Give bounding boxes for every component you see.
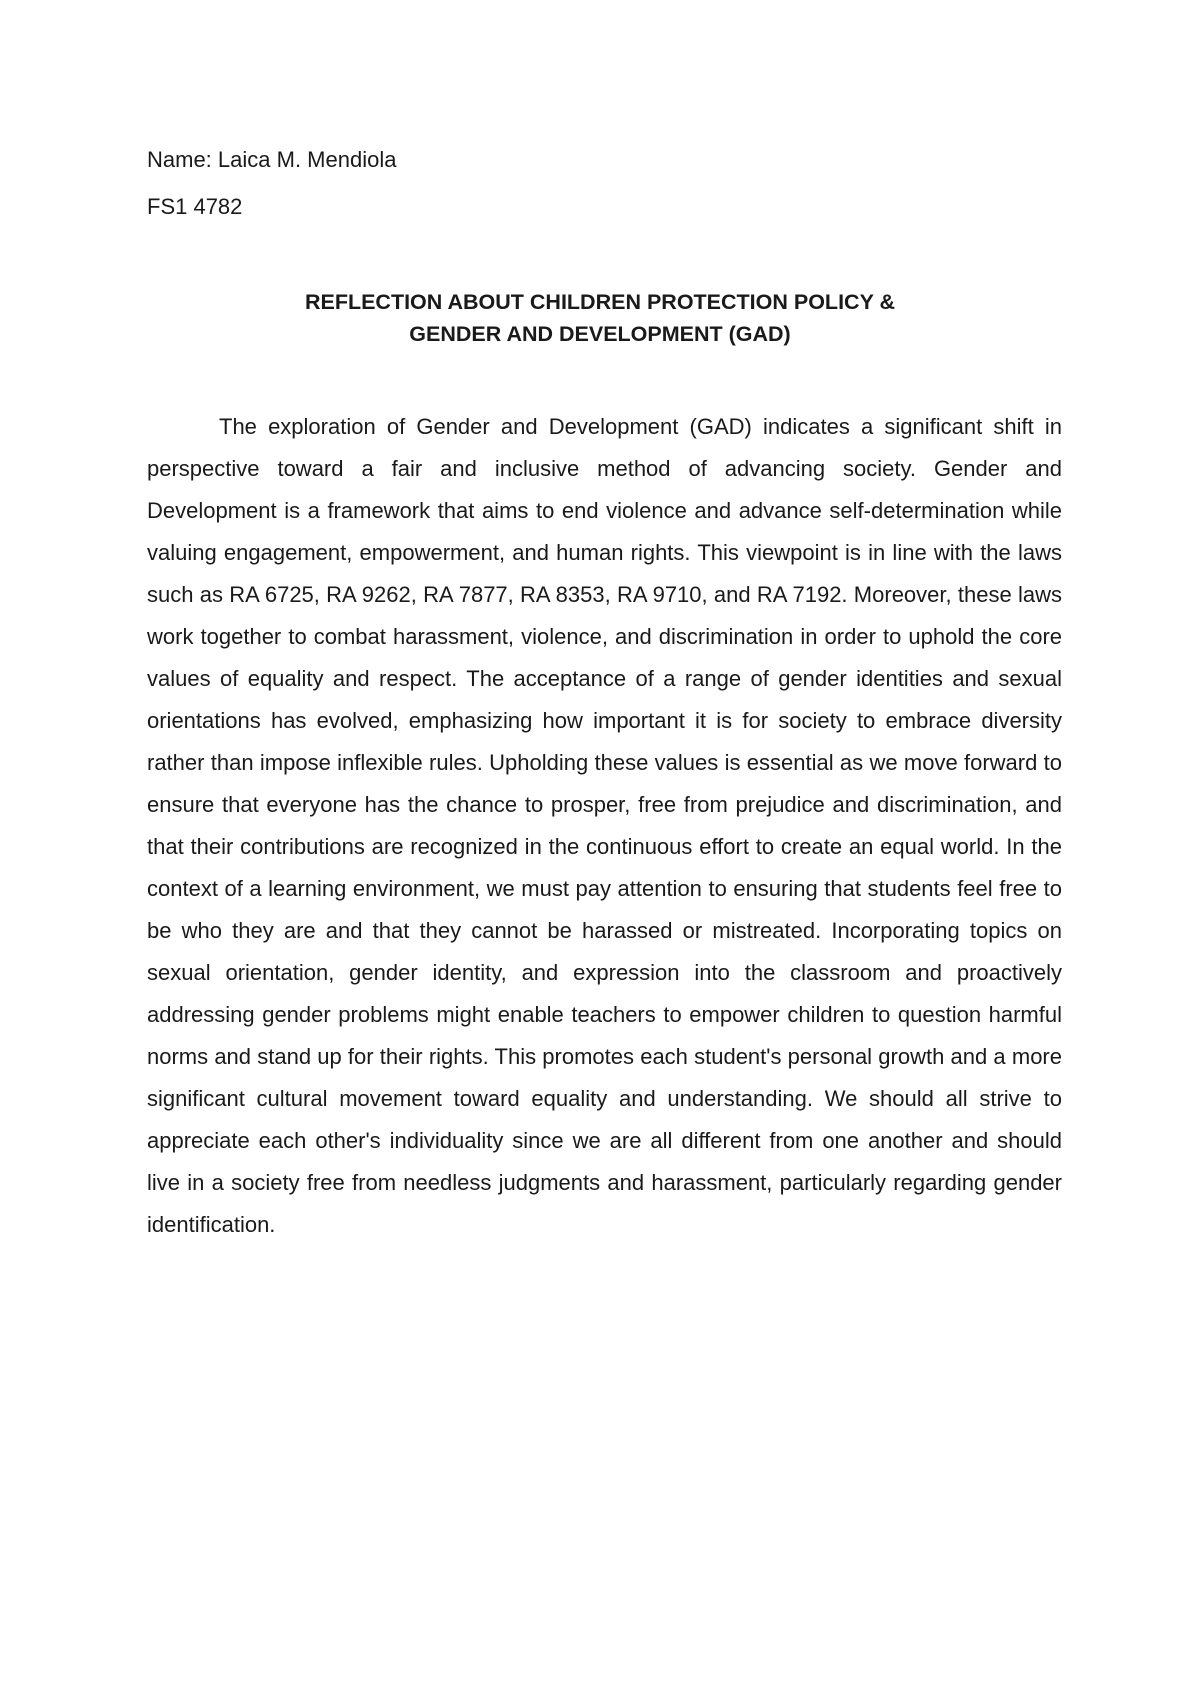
document-title xyxy=(0,286,1200,350)
course-code: FS1 4782 xyxy=(147,194,243,219)
title-line-2: GENDER AND DEVELOPMENT (GAD) xyxy=(409,322,791,346)
title-line-1: REFLECTION ABOUT CHILDREN PROTECTION POLICY & xyxy=(304,290,896,314)
student-name: Name: Laica M. Mendiola xyxy=(147,147,397,172)
reflection-paragraph: The exploration of Gender and Development (GAD) indicates a significant shift in perspective toward a fair and inclusive method of advancing society. Gender and Development is a framework that aims to end violence and advance self-determination while valuing engagement, empowerment, and human rights. This viewpoint is in line with the laws such as RA 6725, RA 9262, RA 7877, RA 8353, RA 9710, and RA 7192. Moreover, these laws work together to combat harassment, violence, and discrimination in order to uphold the core values of equality and respect. The acceptance of a range of gender identities and sexual orientations has evolved, emphasizing how important it is for society to embrace diversity rather than impose inflexible rules. Upholding these values is essential as we move forward to ensure that everyone has the chance to prosper, free from prejudice and discrimination, and that their contributions are recognized in the continuous effort to create an equal world. In the context of a learning environment, we must pay attention to ensuring that students feel free to be who they are and that they cannot be harassed or mistreated. Incorporating topics on sexual orientation, gender identity, and expression into the classroom and proactively addressing gender problems might enable teachers to empower children to question harmful norms and stand up for their rights. This promotes each student's personal growth and a more significant cultural movement toward equality and understanding. We should all strive to appreciate each other's individuality since we are all different from one another and should live in a society free from needless judgments and harassment, particularly regarding gender identification. xyxy=(147,414,1062,1237)
